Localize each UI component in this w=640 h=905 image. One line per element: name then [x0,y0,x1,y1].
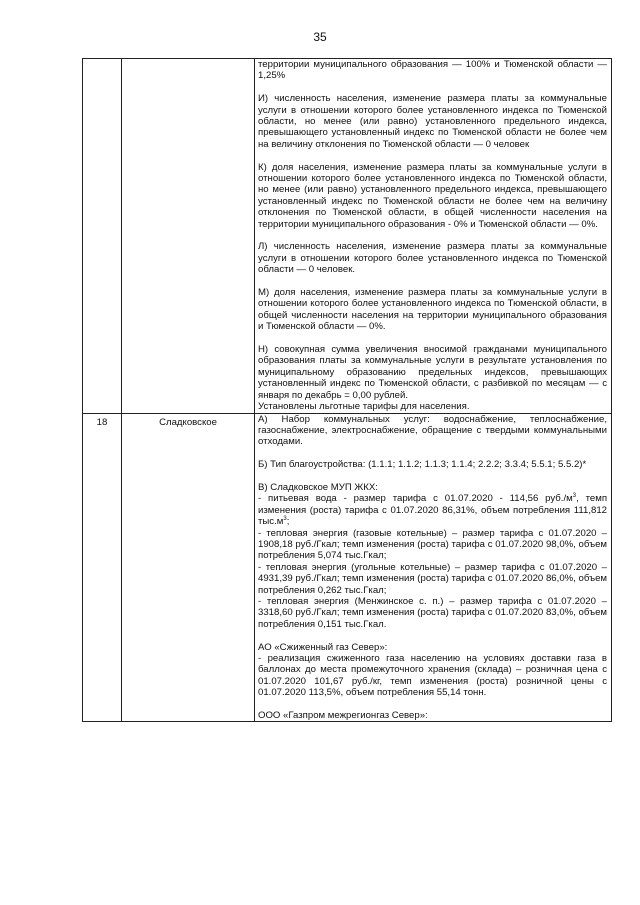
row-content-cell [255,59,612,414]
paragraph-heat-gas: - тепловая энергия (газовые котельные) – размер тарифа с 01.07.2020 – 1908,18 руб./Гкал; темп изменения (роста) тарифа с 01.07.2020 98,0%, объем потребления 5,074 тыс.Гкал; [258,527,607,562]
table-row-continued [83,59,612,414]
paragraph-l: Л) численность населения, изменение размера платы за коммунальные услуги в отношении которого более установленного индекса по Тюменской области — 0 человек. [258,241,607,276]
page-number: 35 [313,30,327,44]
paragraph-drinking-water [258,493,607,527]
paragraph-k: К) доля населения, изменение размера платы за коммунальные услуги в отношении которого более установленного индекса по Тюменской области, но менее (или равно) установленного предельного индекса, превышающего установленный индекс по Тюменской области не более чем на величину отклонения по Тюменской области, в общей численности населения на территории муниципального образования - 0% и Тюменской области — 0%. [258,161,607,230]
paragraph-heat-coal: - тепловая энергия (угольные котельные) – размер тарифа с 01.07.2020 – 4931,39 руб./Гкал; темп изменения (роста) тарифа с 01.07.2020 86,0%, объем потребления 0,262 тыс.Гкал; [258,561,607,596]
water-volume-superscript: 3 [283,515,287,522]
tariff-table [82,58,612,722]
paragraph-gazprom-header: ООО «Газпром межрегионгаз Север»: [258,710,428,722]
row-name-cell [122,59,255,414]
paragraph-benefit-tariffs: Установлены льготные тарифы для населения. [258,401,470,413]
row-number-cell: 18 [83,413,122,722]
paragraph-i: И) численность населения, изменение размера платы за коммунальные услуги в отношении которого более установленного индекса по Тюменской области, но менее (или равно) установленного предельного индекса, превышающего установленный индекс по Тюменской области не более чем на величину отклонения по Тюменской области — 0 человек [258,93,607,150]
water-unit-superscript: 3 [572,493,577,500]
table-row-18 [83,413,612,722]
paragraph-mup-header: В) Сладковское МУП ЖКХ: [258,481,378,493]
paragraph-liquefied-gas: - реализация сжиженного газа населению на условиях доставки газа в баллонах до места промежуточного хранения (склада) – розничная цена с 01.07.2020 101,67 руб./кг, темп изменения (роста) розничной цены с 01.07.2020 113,5%, объем потребления 55,14 тонн. [258,653,607,699]
paragraph-improvement-type: Б) Тип благоустройства: (1.1.1; 1.1.2; 1.1.3; 1.1.4; 2.2.2; 3.3.4; 5.5.1; 5.5.2)* [258,459,587,471]
paragraph-n: Н) совокупная сумма увеличения вносимой гражданами муниципального образования платы за коммунальные услуги в результате установления по муниципальному образованию предельных индексов, превышающих установленный индекс по Тюменской области, с разбивкой по месяцам — с января по декабрь = 0,00 рублей. [258,344,607,401]
water-text-middle: , темп изменения (роста) тарифа с 01.07.2020 86,31%, объем потребления 111,812 тыс.м [258,493,608,528]
paragraph-territory: территории муниципального образования — 100% и Тюменской области — 1,25% [258,59,607,82]
row-content-cell [255,413,612,722]
row-number-cell [83,59,122,414]
water-text-end: ; [286,516,290,528]
paragraph-gas-header: АО «Сжиженный газ Север»: [258,641,388,653]
row-name-cell: Сладковское [122,413,255,722]
paragraph-m: М) доля населения, изменение размера платы за коммунальные услуги в отношении которого более установленного индекса по Тюменской области, в общей численности населения на территории муниципального образования и Тюменской области — 0%. [258,287,607,333]
paragraph-heat-menzhinskoe: - тепловая энергия (Менжинское с. п.) – размер тарифа с 01.07.2020 – 3318,60 руб./Гкал; темп изменения (роста) тарифа с 01.07.2020 83,0%, объем потребления 0,151 тыс.Гкал. [258,595,607,630]
paragraph-services: А) Набор коммунальных услуг: водоснабжение, теплоснабжение, газоснабжение, электроснабжение, обращение с твердыми коммунальными отходами. [258,413,607,448]
water-text-start: - питьевая вода - размер тарифа с 01.07.2020 - 114,56 руб./м [258,493,573,505]
